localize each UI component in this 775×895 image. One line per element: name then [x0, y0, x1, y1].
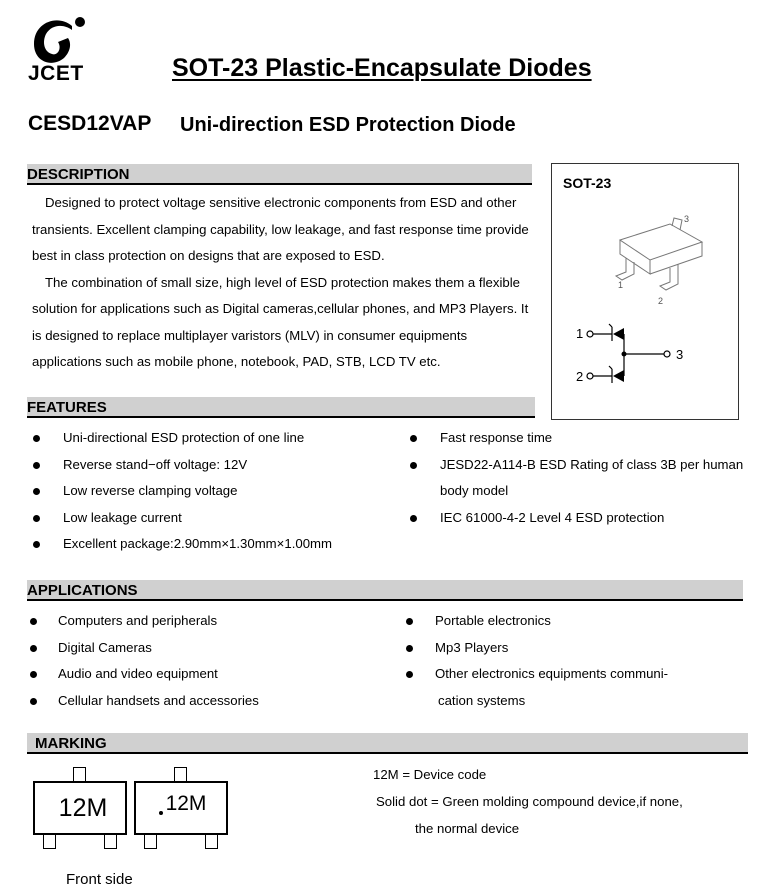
bullet-icon	[410, 515, 417, 522]
description-line: The combination of small size, high level of ESD protection makes them a flexible	[45, 274, 520, 290]
bullet-icon	[406, 618, 413, 625]
list-item: Reverse stand−off voltage: 12V	[33, 452, 393, 479]
package-pin-label: 2	[658, 296, 664, 306]
description-line: solution for applications such as Digital cameras,cellular phones, and MP3 Players. It	[32, 301, 529, 316]
schematic-pin-label: 2	[576, 369, 584, 384]
list-item: Other electronics equipments communi-	[406, 661, 751, 688]
description-line: applications such as mobile phone, notebook, PAD, STB, LCD TV etc.	[32, 354, 441, 369]
device-code: 12M	[165, 792, 207, 815]
marking-package-normal	[33, 767, 127, 851]
list-item: Cellular handsets and accessories	[30, 688, 390, 715]
bullet-icon	[33, 488, 40, 495]
package-pin-top	[174, 767, 187, 781]
package-pin-bottom-right	[104, 835, 117, 849]
package-pin-bottom-left	[43, 835, 56, 849]
package-pin-label: 1	[618, 280, 624, 290]
bullet-icon	[406, 671, 413, 678]
applications-right-list	[406, 608, 751, 714]
part-number: CESD12VAP	[28, 112, 152, 135]
features-left-list	[33, 425, 393, 558]
list-item: JESD22-A114-B ESD Rating of class 3B per human	[410, 452, 755, 479]
bullet-icon	[33, 435, 40, 442]
package-pin-bottom-left	[144, 835, 157, 849]
list-item: Mp3 Players	[406, 635, 751, 662]
list-item: Excellent package:2.90mm×1.30mm×1.00mm	[33, 531, 393, 558]
marking-note: 12M = Device code	[373, 767, 487, 782]
features-right-list	[410, 425, 755, 531]
description-body	[32, 190, 542, 376]
applications-heading: APPLICATIONS	[27, 580, 743, 601]
marking-heading: MARKING	[27, 733, 748, 754]
bullet-icon	[30, 671, 37, 678]
list-item: Digital Cameras	[30, 635, 390, 662]
package-pin-bottom-right	[205, 835, 218, 849]
marking-note: the normal device	[415, 821, 520, 836]
bullet-icon	[33, 515, 40, 522]
description-line: transients. Excellent clamping capability, low leakage, and fast response time provide	[32, 221, 529, 237]
logo-text: JCET	[28, 62, 84, 85]
marking-caption: Front side	[66, 871, 133, 888]
schematic-pin-label: 3	[676, 347, 684, 362]
list-item: IEC 61000-4-2 Level 4 ESD protection	[410, 505, 755, 532]
schematic-pin-label: 1	[576, 326, 584, 341]
list-item: Uni-directional ESD protection of one line	[33, 425, 393, 452]
bullet-icon	[30, 698, 37, 705]
bullet-icon	[406, 645, 413, 652]
description-heading: DESCRIPTION	[27, 164, 532, 185]
list-item-continuation: body model	[440, 483, 509, 498]
features-heading: FEATURES	[27, 397, 535, 418]
sot23-package-icon	[600, 212, 710, 312]
marking-package-green	[134, 767, 228, 851]
package-pin-label: 3	[684, 214, 690, 224]
device-code: 12M	[58, 794, 108, 822]
marking-note: Solid dot = Green molding compound device,if none,	[376, 794, 683, 809]
description-line: is designed to replace multiplayer varistors (MLV) in consumer equipments	[32, 327, 468, 343]
list-item: Portable electronics	[406, 608, 751, 635]
list-item: Computers and peripherals	[30, 608, 390, 635]
bullet-icon	[30, 645, 37, 652]
bullet-icon	[33, 541, 40, 548]
list-item: Low leakage current	[33, 505, 393, 532]
list-item: Audio and video equipment	[30, 661, 390, 688]
applications-left-list	[30, 608, 390, 714]
package-title: SOT-23	[563, 175, 612, 191]
bullet-icon	[30, 618, 37, 625]
part-subtitle: Uni-direction ESD Protection Diode	[180, 114, 516, 136]
description-line: Designed to protect voltage sensitive electronic components from ESD and other	[45, 195, 517, 210]
list-item: Fast response time	[410, 425, 755, 452]
bullet-icon	[410, 462, 417, 469]
description-line: best in class protection on designs that are exposed to ESD.	[32, 248, 385, 263]
list-item: Low reverse clamping voltage	[33, 478, 393, 505]
bullet-icon	[33, 462, 40, 469]
list-item-continuation: cation systems	[438, 692, 526, 708]
diode-schematic-icon	[566, 318, 696, 398]
page-title: SOT-23 Plastic-Encapsulate Diodes	[172, 54, 592, 82]
bullet-icon	[410, 435, 417, 442]
package-pin-top	[73, 767, 86, 781]
